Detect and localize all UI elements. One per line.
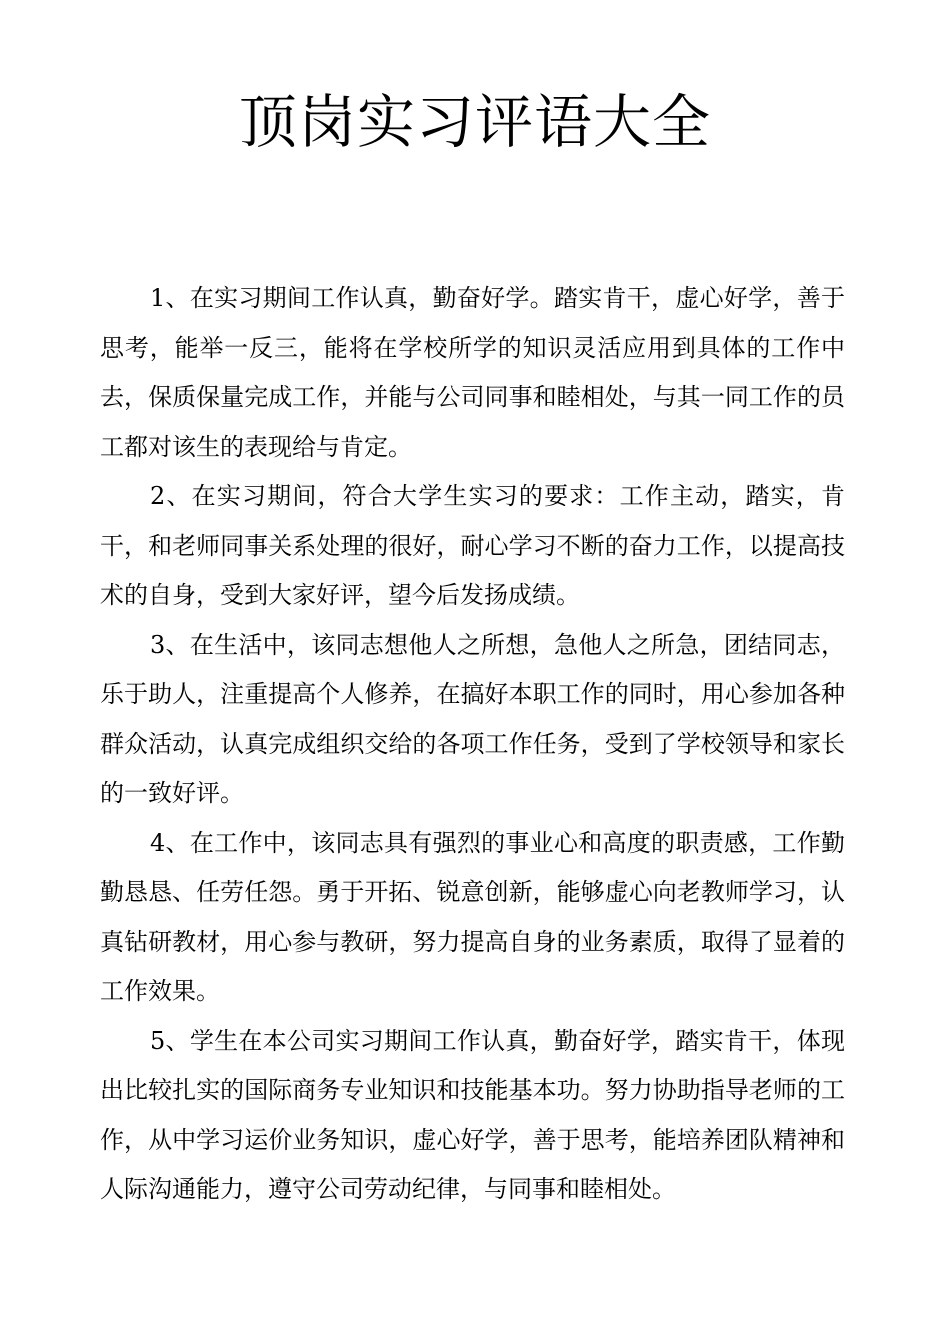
- paragraph-4: 4、在工作中，该同志具有强烈的事业心和高度的职责感，工作勤勤恳恳、任劳任怨。勇于开拓、锐意创新，能够虚心向老教师学习，认真钻研教材，用心参与教研，努力提高自身的业务素质，取得了显着的工作效果。: [100, 828, 845, 1005]
- paragraph-3: 3、在生活中，该同志想他人之所想，急他人之所急，团结同志，乐于助人，注重提高个人修养，在搞好本职工作的同时，用心参加各种群众活动，认真完成组织交给的各项工作任务，受到了学校领导和家长的一致好评。: [100, 630, 845, 807]
- document-title: 顶岗实习评语大全: [238, 88, 711, 156]
- paragraph-1: 1、在实习期间工作认真，勤奋好学。踏实肯干，虚心好学，善于思考，能举一反三，能将在学校所学的知识灵活应用到具体的工作中去，保质保量完成工作，并能与公司同事和睦相处，与其一同工作的员工都对该生的表现给与肯定。: [100, 284, 845, 461]
- paragraph-5: 5、学生在本公司实习期间工作认真，勤奋好学，踏实肯干，体现出比较扎实的国际商务专业知识和技能基本功。努力协助指导老师的工作，从中学习运价业务知识，虚心好学，善于思考，能培养团队精神和人际沟通能力，遵守公司劳动纪律，与同事和睦相处。: [100, 1026, 845, 1203]
- paragraph-2: 2、在实习期间，符合大学生实习的要求：工作主动，踏实，肯干，和老师同事关系处理的很好，耐心学习不断的奋力工作，以提高技术的自身，受到大家好评，望今后发扬成绩。: [100, 482, 845, 609]
- document-body: [100, 274, 845, 1215]
